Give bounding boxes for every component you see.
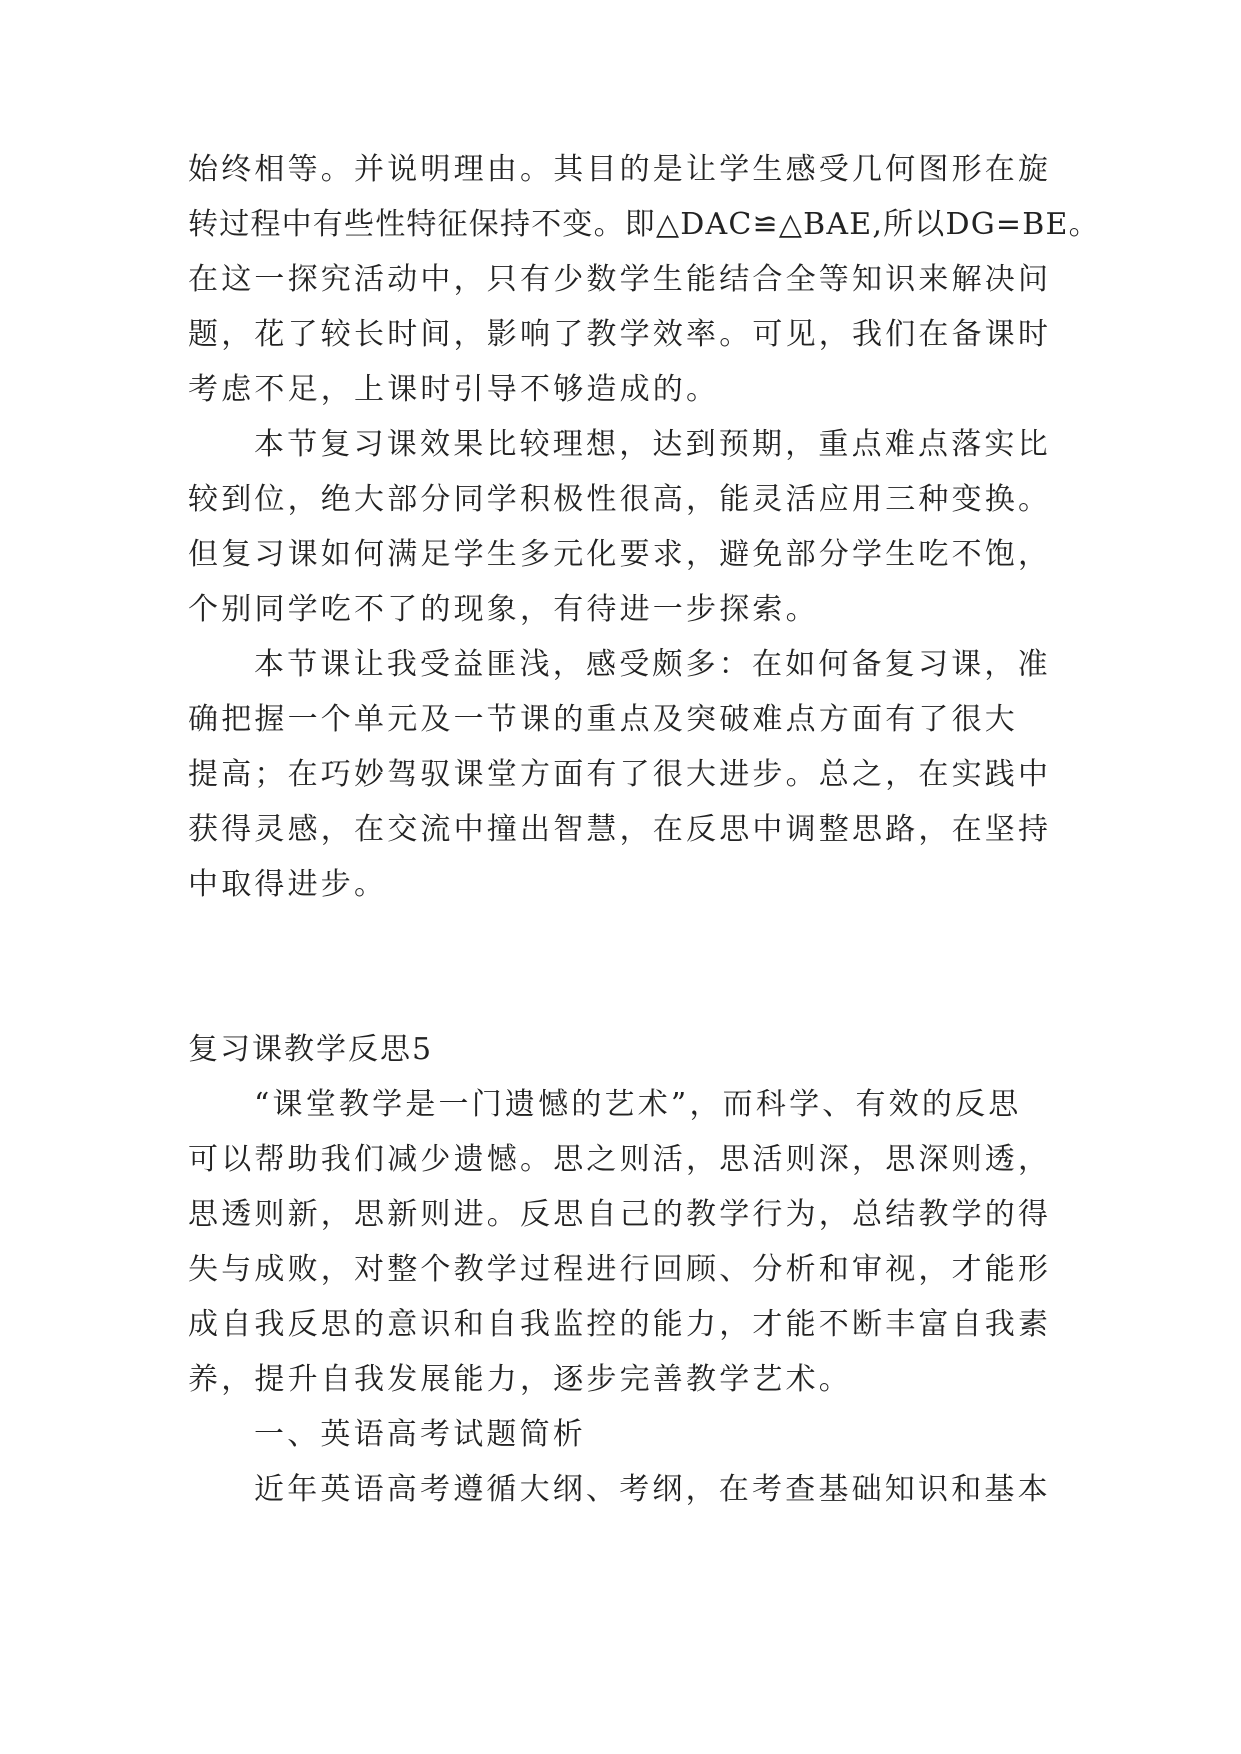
text-line: 可以帮助我们减少遗憾。思之则活，思活则深，思深则透， xyxy=(188,1142,1052,1177)
text-line: 失与成败，对整个教学过程进行回顾、分析和审视，才能形 xyxy=(188,1252,1052,1287)
text-line: 提高；在巧妙驾驭课堂方面有了很大进步。总之，在实践中 xyxy=(188,757,1052,792)
section-heading: 复习课教学反思5 xyxy=(188,1032,434,1067)
text-line: 思透则新，思新则进。反思自己的教学行为，总结教学的得 xyxy=(188,1197,1052,1232)
text-line: 较到位，绝大部分同学积极性很高，能灵活应用三种变换。 xyxy=(188,482,1052,517)
text-line: 题，花了较长时间，影响了教学效率。可见，我们在备课时 xyxy=(188,317,1052,352)
text-line: 在这一探究活动中，只有少数学生能结合全等知识来解决问 xyxy=(188,262,1052,297)
text-line: 获得灵感，在交流中撞出智慧，在反思中调整思路，在坚持 xyxy=(188,812,1052,847)
text-line: 转过程中有些性特征保持不变。即△DAC≌△BAE,所以DG=BE。 xyxy=(188,207,1100,242)
text-line: 但复习课如何满足学生多元化要求，避免部分学生吃不饱， xyxy=(188,537,1052,572)
text-line: 成自我反思的意识和自我监控的能力，才能不断丰富自我素 xyxy=(188,1307,1052,1342)
text-line: 考虑不足，上课时引导不够造成的。 xyxy=(188,372,720,407)
paragraph-first-line: 本节课让我受益匪浅，感受颇多：在如何备复习课，准 xyxy=(254,647,1051,682)
text-line: 个别同学吃不了的现象，有待进一步探索。 xyxy=(188,592,819,627)
subheading: 一、英语高考试题简析 xyxy=(254,1417,586,1452)
text-line: 中取得进步。 xyxy=(188,867,388,902)
text-line: 确把握一个单元及一节课的重点及突破难点方面有了很大 xyxy=(188,702,1018,737)
paragraph-first-line: 本节复习课效果比较理想，达到预期，重点难点落实比 xyxy=(254,427,1051,462)
text-line: 养，提升自我发展能力，逐步完善教学艺术。 xyxy=(188,1362,852,1397)
paragraph-first-line: “课堂教学是一门遗憾的艺术”，而科学、有效的反思 xyxy=(254,1087,1022,1122)
paragraph-first-line: 近年英语高考遵循大纲、考纲，在考查基础知识和基本 xyxy=(254,1472,1051,1507)
text-line: 始终相等。并说明理由。其目的是让学生感受几何图形在旋 xyxy=(188,152,1052,187)
